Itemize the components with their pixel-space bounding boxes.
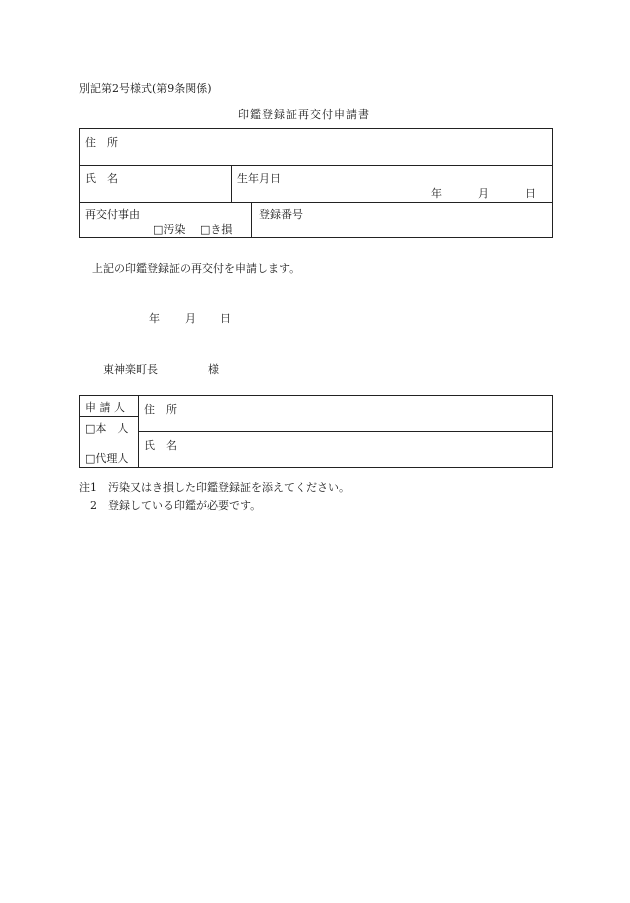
applicant-label: 申 請 人	[85, 401, 125, 414]
applicant-name-label: 氏 名	[144, 439, 177, 452]
applicant-address-label: 住 所	[144, 403, 177, 416]
registration-number-field[interactable]	[320, 204, 550, 235]
reason-label: 再交付事由	[85, 208, 140, 221]
addressee-mayor: 東神楽町長	[103, 363, 158, 376]
application-statement: 上記の印鑑登録証の再交付を申請します。	[92, 262, 301, 275]
addressee-honorific: 様	[208, 363, 219, 376]
birthdate-month: 月	[478, 187, 489, 200]
reason-option-soiled[interactable]: □汚染	[153, 223, 186, 236]
address-field[interactable]	[140, 130, 550, 163]
date-year: 年	[149, 312, 160, 325]
date-month: 月	[185, 312, 196, 325]
applicant-self-option[interactable]: □本 人	[85, 422, 129, 435]
applicant-proxy-option[interactable]: □代理人	[85, 452, 129, 465]
applicant-address-field[interactable]	[190, 397, 550, 429]
date-day: 日	[220, 312, 231, 325]
birthdate-label: 生年月日	[237, 172, 281, 185]
address-label: 住 所	[85, 136, 118, 149]
reason-option-damaged[interactable]: □き損	[200, 223, 233, 236]
applicant-name-field[interactable]	[190, 433, 550, 465]
birthdate-year: 年	[431, 187, 442, 200]
form-reference: 別記第2号様式(第9条関係)	[79, 82, 212, 95]
form-title: 印鑑登録証再交付申請書	[238, 108, 370, 121]
name-field[interactable]	[130, 167, 228, 200]
birthdate-day: 日	[525, 187, 536, 200]
name-label: 氏 名	[85, 172, 118, 185]
note-1: 注1 汚染又はき損した印鑑登録証を添えてください。	[79, 481, 350, 494]
note-2: 2 登録している印鑑が必要です。	[79, 499, 262, 512]
registration-number-label: 登録番号	[259, 208, 303, 221]
